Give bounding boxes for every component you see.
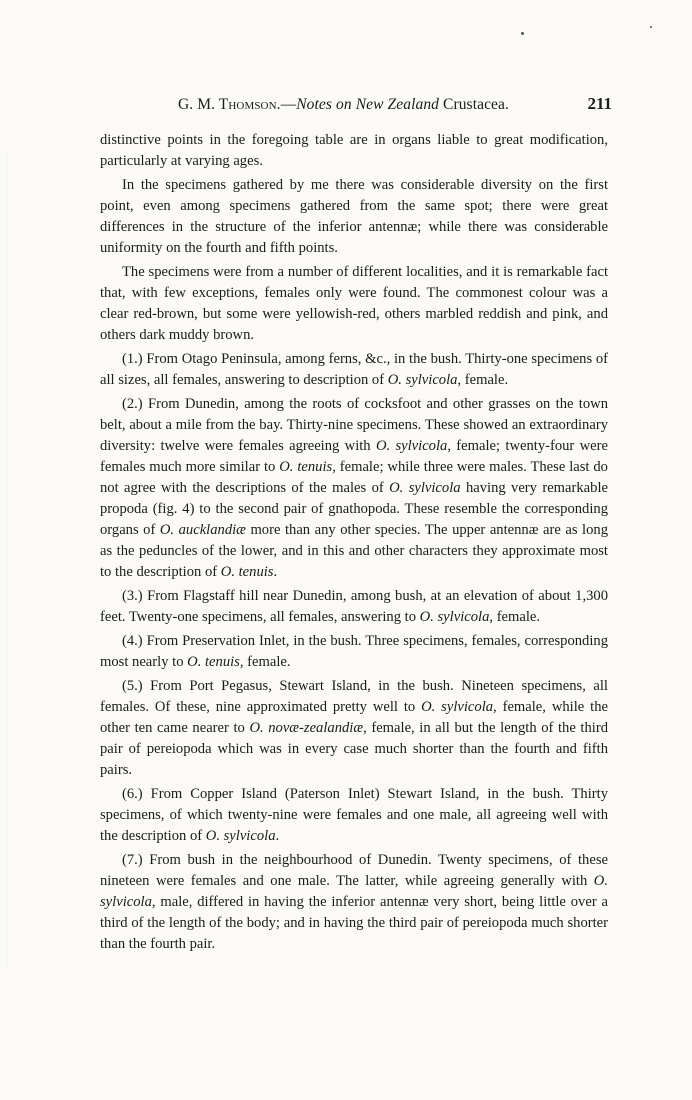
paragraph-localities xyxy=(100,262,608,346)
text-run: (7.) From bush in the neighbourhood of Dunedin. Twenty specimens, of these nineteen were females and one male. The latter, while agreeing generally with xyxy=(100,852,608,889)
text-run: (3.) From Flagstaff hill near Dunedin, among bush, at an elevation of about 1,300 feet. Twenty-one specimens, all females, answering to xyxy=(100,588,608,625)
species-name: O. sylvicola xyxy=(421,699,494,715)
ink-speck xyxy=(650,26,652,28)
species-name: O. sylvicola xyxy=(387,372,458,388)
text-run: The specimens were from a number of different localities, and it is remarkable fact that, with few exceptions, females only were found. The commonest colour was a clear red-brown, but some were yellowish-red, others marbled reddish and pink, and others dark muddy brown. xyxy=(100,264,608,343)
species-name: O. tenuis xyxy=(220,564,274,580)
text-run: (6.) From Copper Island (Paterson Inlet) Stewart Island, in the bush. Thirty specimens, of which twenty-nine were females and one male, all agreeing well with the description of xyxy=(100,786,608,844)
text-run: (5.) From Port Pegasus, Stewart Island, in the bush. Nineteen specimens, all females. Of these, nine approximated pretty well to xyxy=(100,678,608,715)
running-header xyxy=(100,94,612,118)
species-name: O. sylvicola xyxy=(100,873,608,910)
paragraph-locality-7 xyxy=(100,850,608,955)
species-name: O. sylvicola xyxy=(375,438,448,454)
header-dash: — xyxy=(280,96,297,113)
text-run: having very remarkable propoda (fig. 4) to the second pair of gnathopoda. These resemble the corresponding organs of xyxy=(100,480,608,538)
header-title: Notes on New Zealand xyxy=(296,96,440,113)
text-run: . xyxy=(273,564,278,580)
text-run: , female; twenty-four were females much more similar to xyxy=(100,438,608,475)
text-run: , female. xyxy=(457,372,509,388)
species-name: O. tenuis xyxy=(187,654,240,670)
text-run: , female. xyxy=(489,609,541,625)
paragraph-locality-2 xyxy=(100,394,608,583)
species-name: O. aucklandiæ xyxy=(159,522,246,538)
running-title xyxy=(178,96,509,114)
text-run: (2.) From Dunedin, among the roots of cocksfoot and other grasses on the town belt, about a mile from the bay. Thirty-nine specimens. These showed an extraordinary diversity: twelve were females agreeing with xyxy=(100,396,608,454)
text-run: , female. xyxy=(239,654,291,670)
text-run: (1.) From Otago Peninsula, among ferns, &c., in the bush. Thirty-one specimens of all sizes, all females, answering to description of xyxy=(100,351,608,388)
species-name: O. sylvicola xyxy=(419,609,490,625)
header-author: G. M. Thomson. xyxy=(178,96,281,113)
text-run: , female, while the other ten came nearer to xyxy=(100,699,608,736)
text-run: , male, differed in having the inferior antennæ very short, being little over a third of the length of the body; and in having the third pair of pereiopoda much shorter than the fourth pair. xyxy=(100,894,608,952)
text-run: distinctive points in the foregoing table are in organs liable to great modification, particularly at varying ages. xyxy=(100,132,608,169)
paragraph-diversity xyxy=(100,175,608,259)
page-edge-shadow xyxy=(6,150,7,970)
ink-speck xyxy=(521,32,524,35)
body-text xyxy=(100,130,608,958)
text-run: more than any other species. The upper antennæ are as long as the peduncles of the lower, and in this and other characters they approximate most to the description of xyxy=(100,522,608,580)
paragraph-locality-6 xyxy=(100,784,608,847)
text-run: , female; while three were males. These last do not agree with the descriptions of the males of xyxy=(100,459,608,496)
text-run: , female, in all but the length of the third pair of pereiopoda which was in every case much shorter than the fourth and fifth pairs. xyxy=(100,720,608,778)
species-name: O. sylvicola xyxy=(389,480,461,496)
paragraph-locality-4 xyxy=(100,631,608,673)
species-name: O. tenuis xyxy=(279,459,333,475)
paragraph-locality-3 xyxy=(100,586,608,628)
species-name: O. sylvicola xyxy=(205,828,276,844)
text-run: . xyxy=(275,828,280,844)
text-run: (4.) From Preservation Inlet, in the bush. Three specimens, females, corresponding most nearly to xyxy=(100,633,608,670)
header-title-tail: Crustacea. xyxy=(439,96,509,113)
paragraph-locality-5 xyxy=(100,676,608,781)
text-run: In the specimens gathered by me there was considerable diversity on the first point, even among specimens gathered from the same spot; there were great differences in the structure of the inferior antennæ; while there was considerable uniformity on the fourth and fifth points. xyxy=(100,177,608,256)
paragraph-continuation xyxy=(100,130,608,172)
paragraph-locality-1 xyxy=(100,349,608,391)
page-number: 211 xyxy=(587,94,612,113)
species-name: O. novæ-zealandiæ xyxy=(249,720,364,736)
